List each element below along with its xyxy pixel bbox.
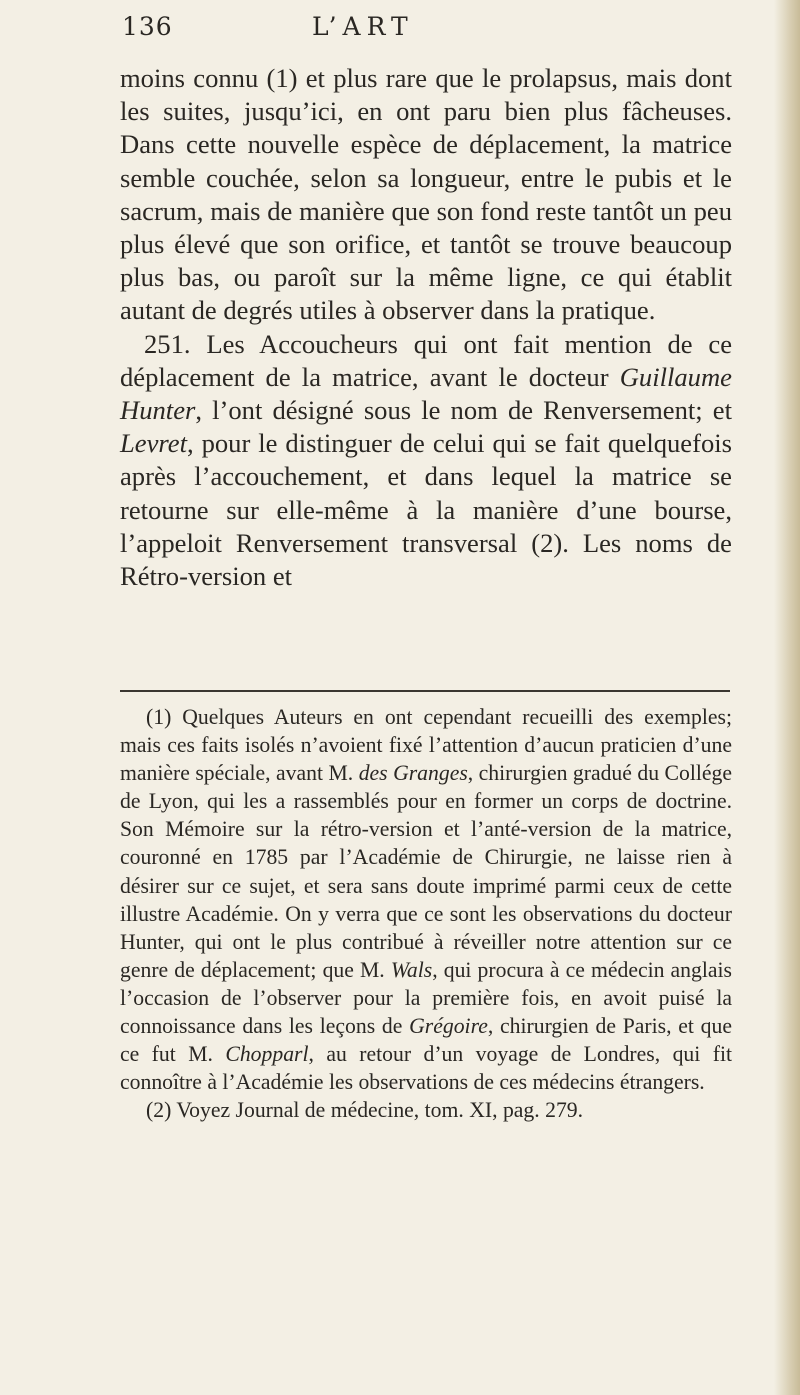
running-title: L’ART: [312, 12, 414, 41]
page-number: 136: [122, 12, 173, 41]
paragraph-251: [120, 328, 732, 594]
italic-name: Chopparl: [225, 1042, 309, 1067]
footnote-2: [120, 1096, 732, 1124]
footnote-text: (1) Quelques Auteurs en ont cependant recueilli des exemples; mais ces faits isolés n’avoient fixé l’attention d’aucun praticien d’une manière spéciale, avant M.: [120, 705, 732, 786]
running-head: [122, 12, 642, 42]
footnote-1: [120, 703, 732, 1096]
paragraph-text: 251. Les Accoucheurs qui ont fait mention de ce déplacement de la matrice, avant le docteur: [120, 328, 732, 392]
italic-name: Levret: [120, 428, 187, 459]
footnote-text: , qui procura à ce médecin anglais l’occasion de l’observer pour la première fois, en avoit puisé la connoissance dans les leçons de: [120, 957, 732, 1039]
paragraph-text: , l’ont désigné sous le nom de Renversement; et: [195, 395, 732, 426]
main-text: [120, 62, 732, 593]
paragraph-text: moins connu (1) et plus rare que le prolapsus, mais dont les suites, jusqu’ici, en ont paru bien plus fâcheuses. Dans cette nouvelle espèce de déplacement, la matrice semble couchée, selon sa longueur, entre le pubis et le sacrum, mais de manière que son fond reste tantôt un peu plus élevé que son orifice, et tantôt se trouve beaucoup plus bas, ou paroît sur la même ligne, ce qui établit autant de degrés utiles à observer dans la pratique.: [120, 63, 732, 326]
paragraph-continued: [120, 62, 732, 328]
footnote-rule: [120, 690, 730, 692]
footnote-text: , chirurgien gradué du Collége de Lyon, qui les a rassemblés pour en former un corps de doctrine. Son Mémoire sur la rétro-version et l’anté-version de la matrice, couronné en 1785 par l’Académie de Chirurgie, ne laisse rien à désirer sur ce sujet, et sera sans doute imprimé parmi ceux de cette illustre Académie. On y verra que ce sont les observations du docteur Hunter, qui ont le plus contribué à réveiller notre attention sur ce genre de déplacement; que M.: [120, 761, 732, 982]
italic-name: Wals: [390, 957, 433, 982]
italic-name: Grégoire: [409, 1014, 488, 1039]
footnote-text: , chirurgien de Paris, et que ce fut M.: [120, 1014, 732, 1067]
footnote-text: (2) Voyez Journal de médecine, tom. XI, pag. 279.: [146, 1098, 584, 1123]
footnotes: [120, 703, 732, 1124]
paragraph-text: , pour le distinguer de celui qui se fait quelquefois après l’accouchement, et dans lequel la matrice se retourne sur elle-même à la manière d’une bourse, l’appeloit Renversement transversal (2). Les noms de Rétro-version et: [120, 428, 732, 592]
page-binding-edge: [774, 0, 800, 1395]
italic-name: Guillaume Hunter: [120, 361, 732, 426]
italic-name: des Granges: [358, 761, 468, 786]
footnote-text: , au retour d’un voyage de Londres, qui fit connoître à l’Académie les observations de ces médecins étrangers.: [120, 1042, 732, 1095]
